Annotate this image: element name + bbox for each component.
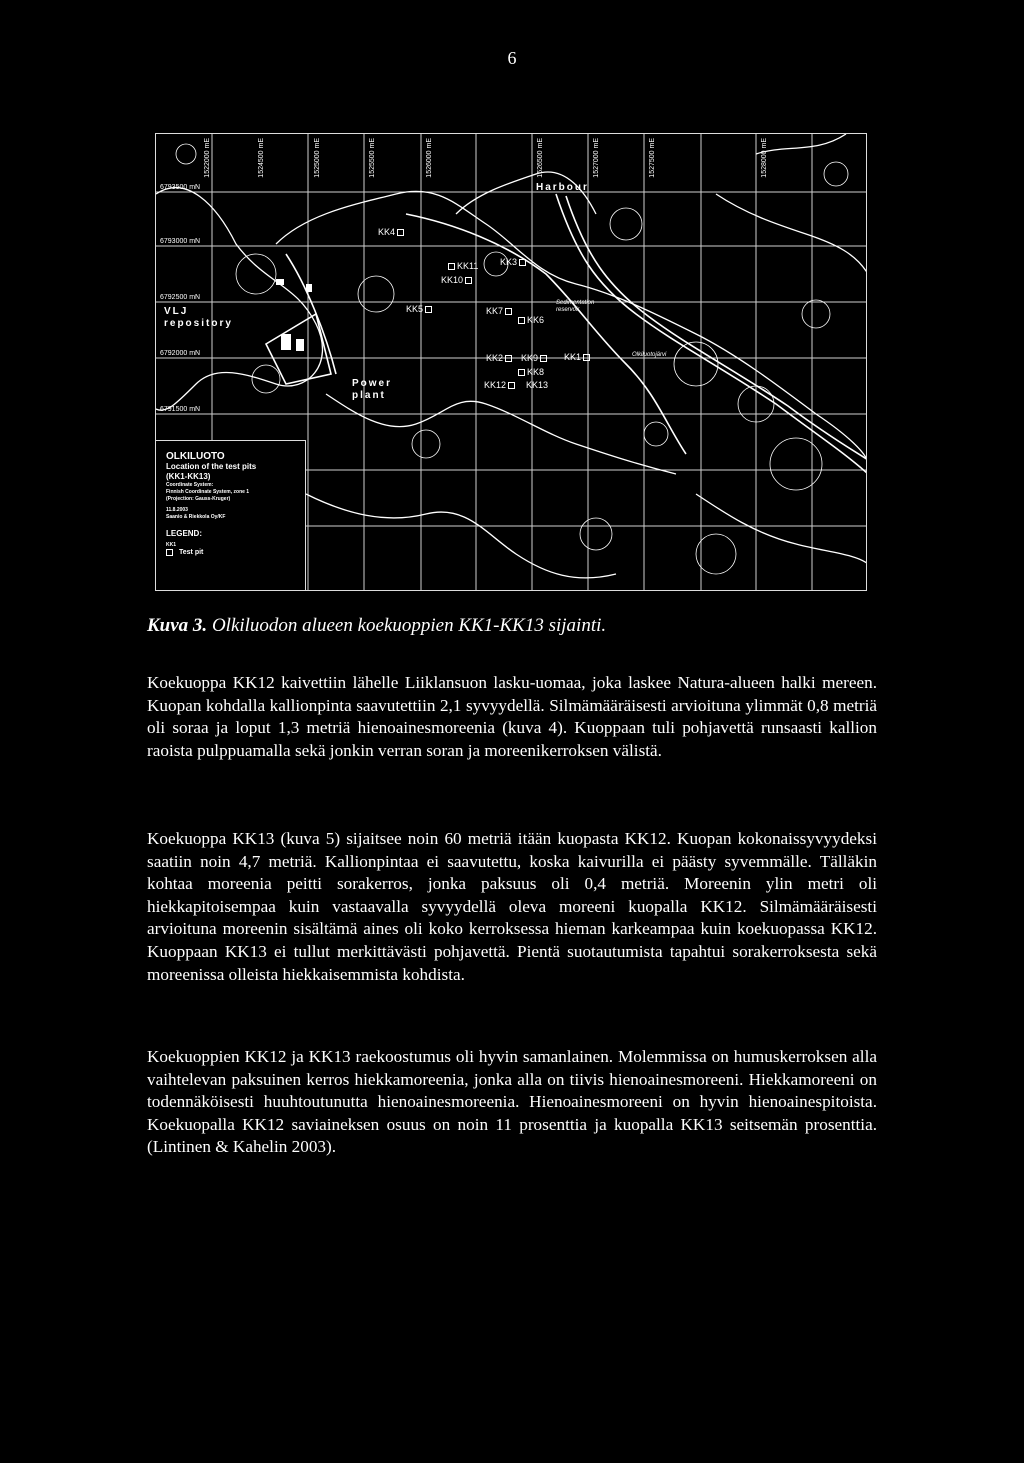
test-pit-square-icon (518, 369, 525, 376)
test-pit-square-icon (508, 382, 515, 389)
y-coord-label: 6793500 mN (160, 184, 201, 191)
test-pit-label: KK7 (486, 306, 504, 316)
x-coord-label: 1522000 mE (204, 138, 211, 178)
map-legend (156, 440, 306, 591)
test-pit-marker (406, 304, 432, 314)
legend-coord-system: Coordinate System: (166, 482, 214, 488)
legend-item (166, 549, 295, 556)
test-pit-label: KK6 (527, 315, 545, 325)
test-pit-square-icon (166, 549, 173, 556)
test-pit-marker (486, 306, 512, 316)
x-coord-label: 1525000 mE (314, 138, 321, 178)
test-pit-label: KK13 (526, 380, 549, 390)
test-pit-square-icon (465, 277, 472, 284)
legend-title: OLKILUOTO (166, 451, 225, 462)
x-coord-label: 1524500 mE (258, 138, 265, 178)
legend-item-code: KK1 (166, 542, 177, 548)
power-plant-blocks (276, 279, 312, 351)
test-pit-marker (518, 315, 544, 325)
site-map (155, 133, 867, 591)
paragraph: Koekuoppa KK12 kaivettiin lähelle Liiklansuon lasku-uomaa, joka laskee Natura-alueen halki mereen. Kuopan kohdalla kallionpinta saavutettiin 2,1 syvyydellä. Silmämääräisesti arvioituna ylimmät 0,8 metriä oli soraa ja loput 1,3 metriä hienoainesmoreenia (kuva 4). Kuoppaan tuli pohjavettä runsaasti kallion raoista pulppuamalla sekä jonkin verran soran ja moreenikerroksen välistä. (147, 673, 877, 760)
x-coord-label: 1526000 mE (426, 138, 433, 178)
legend-author: Saanio & Riekkola Oy/KF (166, 514, 226, 520)
x-coord-label: 1527000 mE (593, 138, 600, 178)
test-pit-label: KK1 (564, 352, 582, 362)
test-pit-label: KK10 (441, 275, 464, 285)
figure-caption (147, 615, 606, 637)
test-pit-square-icon (425, 306, 432, 313)
x-coord-label: 1525500 mE (369, 138, 376, 178)
test-pit-square-icon (397, 229, 404, 236)
caption-number: Kuva 3. (147, 615, 208, 636)
caption-text: Olkiluodon alueen koekuoppien KK1-KK13 sijainti. (211, 615, 607, 636)
place-label-reservoir: Sedimentation reservoir (556, 300, 595, 313)
place-label-harbour: Harbour (536, 182, 589, 193)
test-pit-marker (526, 380, 548, 390)
test-pit-label: KK8 (527, 367, 545, 377)
test-pit-label: KK5 (406, 304, 424, 314)
test-pit-marker (448, 261, 478, 271)
test-pit-square-icon (448, 263, 455, 270)
legend-label: LEGEND: (166, 529, 202, 538)
test-pit-label: KK9 (521, 353, 539, 363)
paragraph: Koekuoppien KK12 ja KK13 raekoostumus oli hyvin samanlainen. Molemmissa on humuskerroksen alla vaihtelevan paksuinen kerros hiekkamoreenia, jonka alla on tiivis hienoainesmoreeni. Hiekkamoreeni on todennäköisesti huuhtoutunutta hienoainesmoreenia. Hienoainesmoreeni on hyvin hienoainespitoista. Koekuopalla KK12 saviaineksen osuus on noin 11 prosenttia ja kuopalla KK13 seitsemän prosenttia. (Lintinen & Kahelin 2003). (147, 1047, 877, 1157)
test-pit-square-icon (519, 259, 526, 266)
legend-subtitle-range: (KK1-KK13) (166, 472, 211, 481)
test-pit-label: KK4 (378, 227, 396, 237)
test-pit-square-icon (518, 317, 525, 324)
legend-item-label: Test pit (179, 549, 204, 556)
place-label-power: Power (352, 378, 393, 389)
test-pit-square-icon (505, 355, 512, 362)
test-pit-marker (500, 257, 526, 267)
y-coord-label: 6792500 mN (160, 294, 201, 301)
place-label-lake: Olkiluotojärvi (632, 352, 667, 358)
roads (266, 194, 867, 474)
legend-projection: (Projection: Gauss-Kruger) (166, 496, 231, 502)
test-pit-marker (521, 353, 547, 363)
legend-subtitle: Location of the test pits (166, 462, 257, 471)
test-pit-marker (441, 275, 472, 285)
test-pit-square-icon (505, 308, 512, 315)
test-pit-marker (518, 367, 544, 377)
test-pit-square-icon (540, 355, 547, 362)
legend-date: 11.8.2003 (166, 507, 188, 513)
place-label-plant: plant (352, 390, 386, 401)
paragraph: Koekuoppa KK13 (kuva 5) sijaitsee noin 60 metriä itään kuopasta KK12. Kuopan kokonaissyvyydeksi saatiin noin 4,7 metriä. Kallionpintaa ei saavutettu, koska kaivurilla ei päästy syvemmälle. Tälläkin kohtaa moreenia peitti sorakerros, jonka paksuus oli 0,4 metriä. Moreenin ylin metri oli hiekkapitoisempaa kuin vastaavalla syvyydellä oleva moreeni kuopalla KK12. Silmämääräisesti arvioituna moreenin sisältämä aines oli koko kerroksessa hieman karkeampaa kuin koekuopassa KK12. Kuoppaan KK13 ei tullut merkittävästi pohjavettä. Pientä suotautumista tapahtui sorakerroksesta sekä moreenissa olleista hiekkaisemmista kohdista. (147, 829, 877, 984)
test-pit-label: KK2 (486, 353, 504, 363)
legend-coord-system-value: Finnish Coordinate System, zone 1 (166, 489, 250, 495)
test-pit-marker (378, 227, 404, 237)
y-coord-label: 6793000 mN (160, 238, 201, 245)
test-pit-marker (564, 352, 590, 362)
y-coord-label: 6791500 mN (160, 406, 201, 413)
page-number: 6 (507, 48, 517, 68)
x-coord-label: 1527500 mE (649, 138, 656, 178)
test-pit-marker (486, 353, 512, 363)
test-pit-label: KK12 (484, 380, 507, 390)
test-pit-marker (484, 380, 515, 390)
place-label-vlj: VLJ (164, 306, 189, 317)
y-coord-label: 6792000 mN (160, 350, 201, 357)
test-pit-label: KK3 (500, 257, 518, 267)
x-coord-label: 1528000 mE (761, 138, 768, 178)
test-pit-label: KK11 (457, 261, 479, 271)
x-coord-label: 1526500 mE (537, 138, 544, 178)
place-label-repository: repository (164, 318, 233, 329)
test-pit-square-icon (583, 354, 590, 361)
